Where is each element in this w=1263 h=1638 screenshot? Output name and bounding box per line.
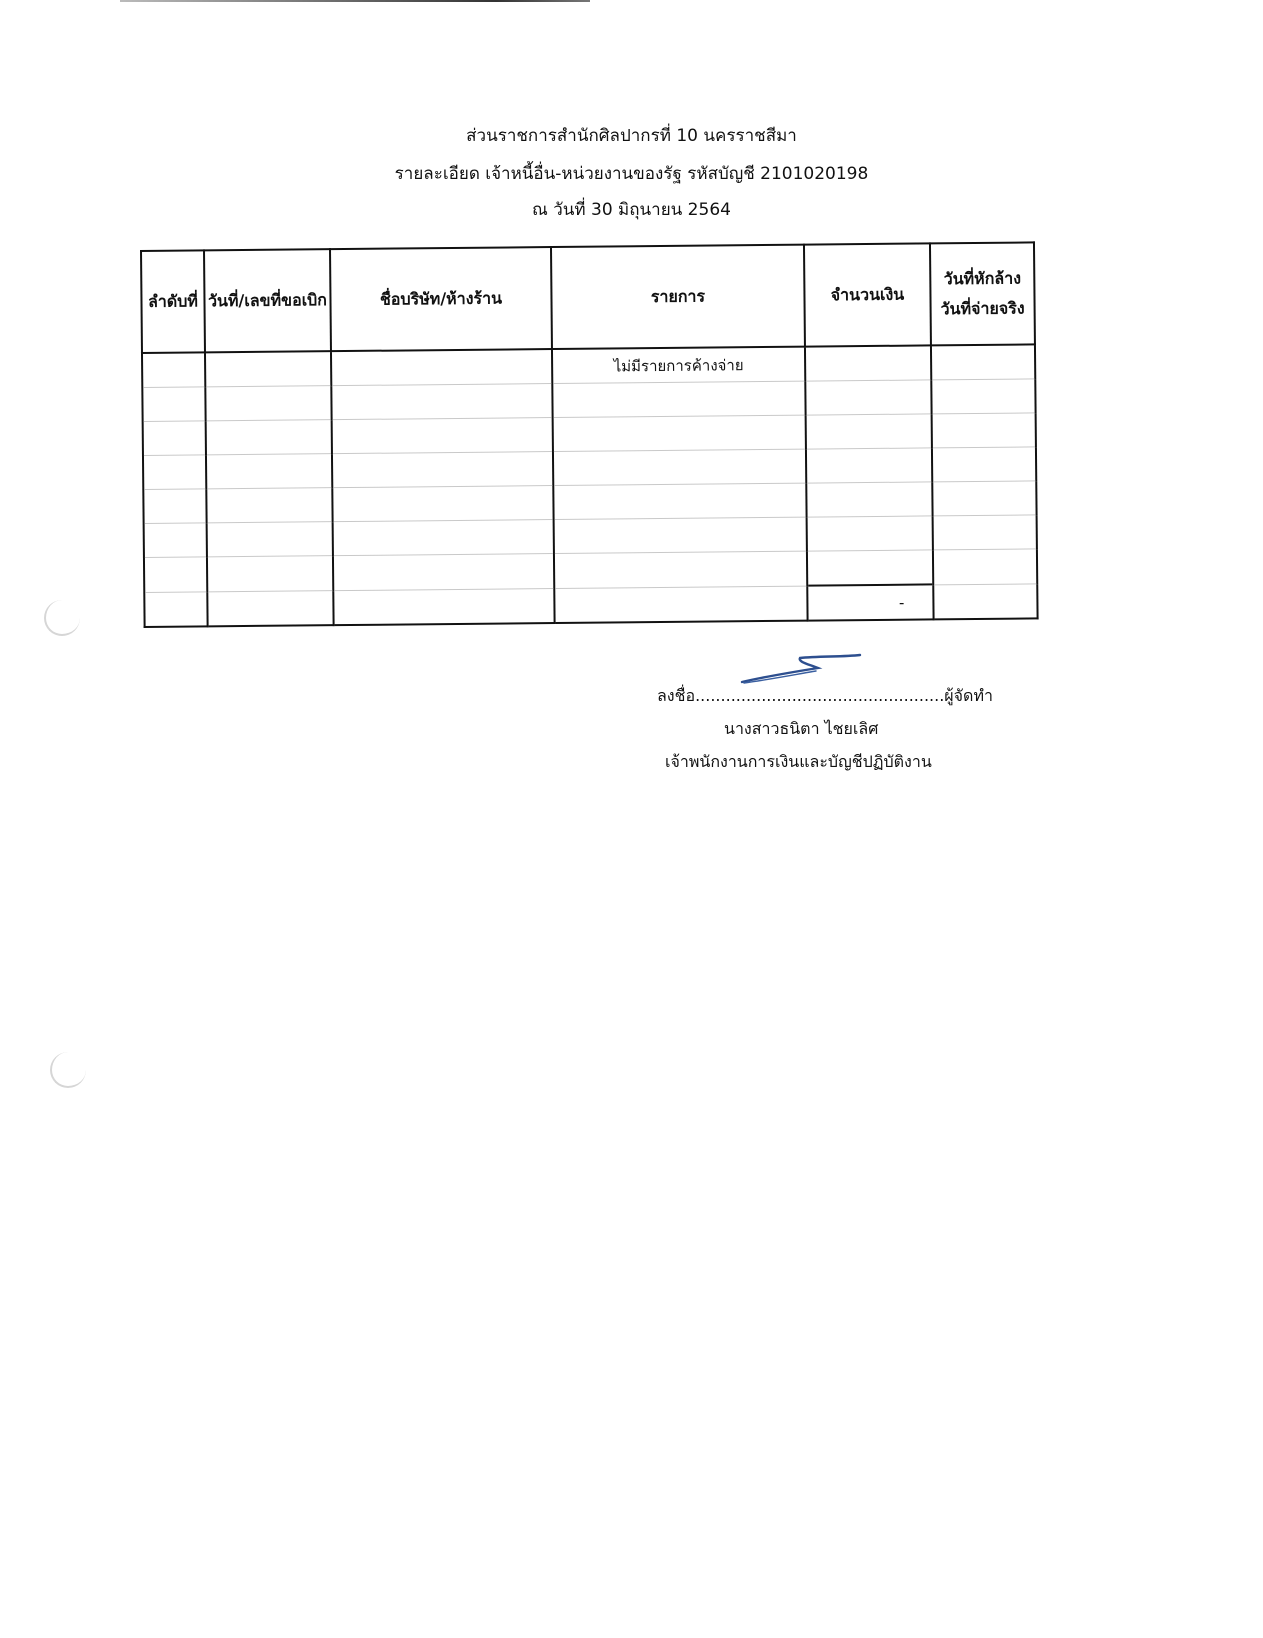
handwritten-signature	[738, 652, 868, 688]
col-header-date-request-no: วันที่/เลขที่ขอเบิก	[204, 249, 331, 352]
table-total-row	[144, 583, 1037, 627]
scan-edge-line	[120, 0, 590, 2]
no-items-note: ไม่มีรายการค้างจ่าย	[552, 347, 805, 384]
punch-hole-mark	[50, 1052, 86, 1088]
col-header-company: ชื่อบริษัท/ห้างร้าน	[330, 247, 552, 351]
table-header-row	[141, 242, 1035, 353]
col-header-clearing-date: วันที่หักล้าง วันที่จ่ายจริง	[930, 242, 1035, 345]
col-header-sequence: ลำดับที่	[141, 250, 205, 353]
debt-table	[140, 241, 1039, 628]
col-header-amount: จำนวนเงิน	[804, 243, 931, 346]
report-title: รายละเอียด เจ้าหนี้อื่น-หน่วยงานของรัฐ รหัสบัญชี 2101020198	[394, 164, 869, 184]
total-amount: -	[807, 584, 933, 620]
col-header-description: รายการ	[551, 245, 805, 349]
signer-name: นางสาวธนิตา ไชยเลิศ	[724, 719, 879, 738]
signer-position: เจ้าพนักงานการเงินและบัญชีปฏิบัติงาน	[665, 752, 932, 771]
agency-title: ส่วนราชการสำนักศิลปากรที่ 10 นครราชสีมา	[466, 126, 797, 146]
signature-line: ลงชื่อ.................................................ผู้จัดทำ	[657, 686, 993, 705]
report-date: ณ วันที่ 30 มิถุนายน 2564	[532, 200, 731, 220]
punch-hole-mark	[44, 600, 80, 636]
